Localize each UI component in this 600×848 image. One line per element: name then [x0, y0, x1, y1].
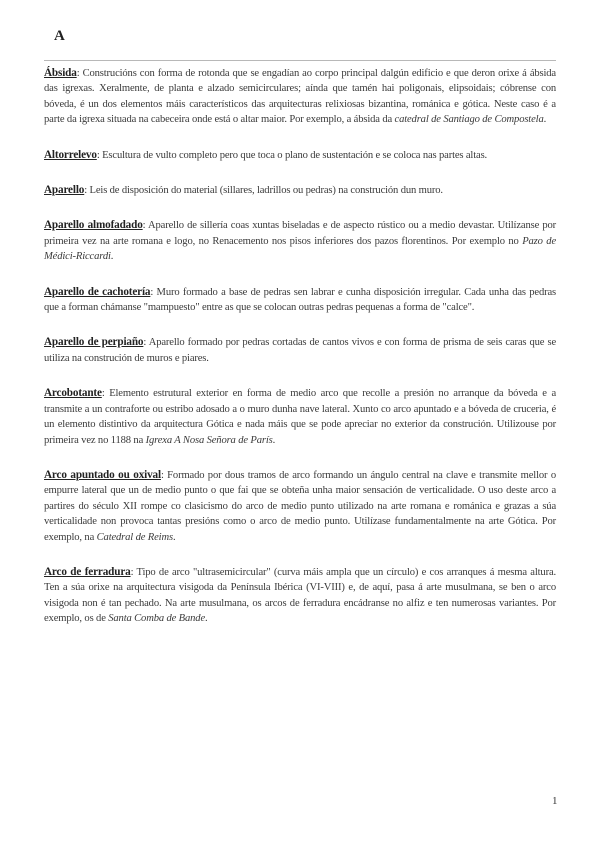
- entry-example: catedral de Santiago de Compostela: [394, 114, 544, 126]
- entry-term: Aparello de perpiaño: [44, 336, 144, 349]
- entry-definition: : Aparello formado por pedras cortadas de cantos vivos e con forma de prisma de seis caras que se utiliza na construción de muros e piares.: [44, 337, 557, 364]
- entry-definition: : Elemento estrutural exterior en forma de medio arco que recolle a presión no arranque da bóveda e a transmite a un contraforte ou estribo adosado a o muro dunha nave lateral. Xunto co arco apuntado e a bóveda de cruceria, é un elemento distintivo da arquitectura Gótica e nada máis que se pode apreciar no exterior da construción. Utilizouse por primeira vez no 1188 na: [44, 388, 556, 446]
- glossary-entry: [44, 565, 556, 627]
- entry-definition: : Tipo de arco "ultrasemicircular" (curva máis ampla que un círculo) e cos arranques á mesma altura. Ten a súa orixe na arquitectura visigoda da Península Ibérica (VI-VIII) e, de aquí, pasa á arte musulmana, se ben o arco visigoda non é tan pechado. Na arte musulmana, os arcos de ferradura encádranse no alfiz e ten numerosas variantes. Por exemplo, os de: [44, 566, 556, 625]
- entry-example: Pazo de Médici-Riccardi: [44, 235, 556, 263]
- entry-tail: .: [110, 251, 114, 263]
- entry-definition: : Aparello de sillería coas xuntas biseladas e de aspecto rústico ou a medio devastar. Utilízanse por primeira vez na arte romana e logo, no Renacemento nos pisos inferiores dos pazos florentinos. Por exemplo no: [44, 220, 556, 247]
- entry-term: Arcobotante: [44, 387, 102, 400]
- entry-term: Arco de ferradura: [44, 565, 131, 578]
- entry-example: Catedral de Reims: [96, 531, 173, 543]
- entry-definition: : Leis de disposición do material (sillares, ladrillos ou pedras) na construción dun muro.: [84, 185, 443, 197]
- entry-tail: .: [205, 613, 208, 625]
- header-divider: [44, 60, 556, 61]
- glossary-entry: [44, 66, 556, 128]
- entry-definition: : Escultura de vulto completo pero que toca o plano de sustentación e se coloca nas partes altas.: [96, 149, 488, 161]
- entry-definition: : Construcións con forma de rotonda que se engadían ao corpo principal dalgún edificio e que deron orixe á ábsida das igrexas. Xeralmente, de planta e alzado semicirculares; aínda que tamén hai poligonais, elipsoidais; cóbrense con bóveda, é un dos elementos máis característicos das arquitecturas relixiosas bizantina, románica e gótica. Neste caso é a parte da igrexa situada na cabeceira onde está o altar maior. Por exemplo, a ábsida da: [44, 68, 556, 126]
- entry-tail: .: [272, 434, 276, 446]
- glossary-entry: [44, 183, 556, 198]
- glossary-entry: [44, 285, 556, 316]
- document-page: [44, 0, 556, 848]
- entry-tail: .: [172, 531, 176, 543]
- entry-tail: .: [543, 114, 547, 126]
- glossary-entry: [44, 468, 556, 545]
- section-letter: A: [54, 28, 65, 44]
- entry-term: Aparello almofadado: [44, 219, 143, 232]
- entry-term: Aparello de cachotería: [44, 285, 151, 298]
- entry-definition: : Muro formado a base de pedras sen labrar e cunha disposición irregular. Cada unha das pedras que a forman chámanse "mampuesto" entre as que se colocan outras pedras pequenas a forma de "calce".: [44, 286, 556, 314]
- glossary-entry: [44, 218, 556, 264]
- entry-example: Igrexa A Nosa Señora de París: [145, 434, 273, 446]
- entry-definition: : Formado por dous tramos de arco formando un ángulo central na clave e transmite mellor o empurre lateral que un de medio punto o que fai que se obteña unha maior sensación de verticalidade. O uso deste arco a partires do século XII rompe co clasicismo do arco de medio punto utilizado na arte romana e románica e grazas a súa verticalidade non provoca tantas presións como o arco de medio punto. Utilízase fundamentalmente na arte Gótica. Por exemplo, na: [44, 469, 556, 543]
- page-number: 1: [552, 795, 558, 807]
- entry-term: Arco apuntado ou oxival: [44, 468, 161, 481]
- glossary-entry: [44, 148, 556, 163]
- glossary-entry: [44, 335, 556, 366]
- entry-term: Altorrelevo: [44, 148, 97, 161]
- entry-example: Santa Comba de Bande: [108, 613, 205, 625]
- entry-term: Ábsida: [44, 67, 77, 79]
- glossary-entry: [44, 386, 556, 448]
- entry-term: Aparello: [44, 184, 85, 197]
- glossary-entries: [44, 66, 556, 647]
